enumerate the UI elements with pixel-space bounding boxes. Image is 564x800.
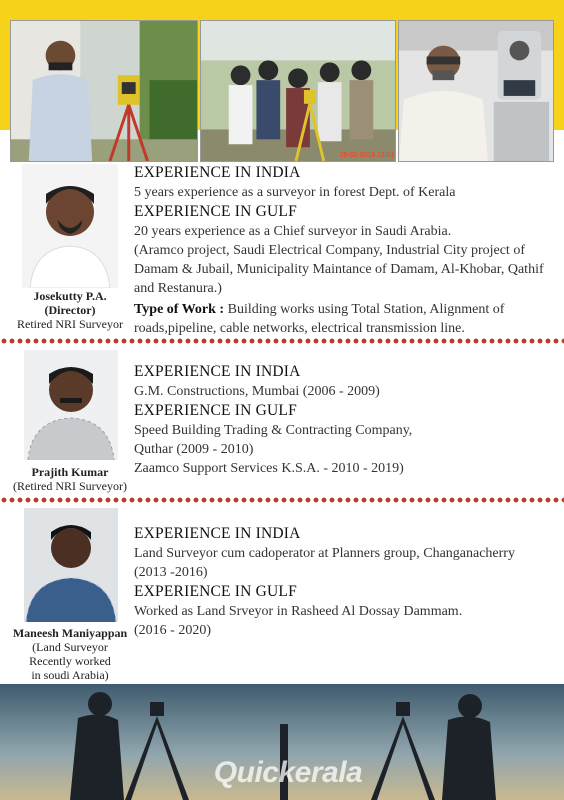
prajith-experience	[134, 362, 554, 478]
person-name: Prajith Kumar	[31, 465, 109, 479]
section-divider	[0, 337, 564, 345]
prajith-caption	[0, 465, 140, 493]
work-type-text: Building works using Total Station, Alignment of roads,pipeline, cable networks, electrical transmission line.	[134, 302, 505, 336]
india-heading: EXPERIENCE IN INDIA	[134, 363, 301, 380]
prajith-portrait	[24, 350, 118, 460]
quickerala-watermark: Quickerala	[213, 756, 363, 789]
maneesh-experience	[134, 524, 554, 640]
india-text: 5 years experience as a surveyor in forest Dept. of Kerala	[134, 185, 456, 200]
photo-timestamp: 28-02-2019 13:01	[339, 152, 395, 160]
india-heading: EXPERIENCE IN INDIA	[134, 525, 301, 542]
india-text: Land Surveyor cum cadoperator at Planners group, Changanacherry	[134, 546, 515, 561]
director-experience	[134, 163, 554, 338]
section-divider	[0, 496, 564, 504]
person-name: Josekutty P.A.	[33, 289, 107, 303]
gulf-text: Quthar (2009 - 2010)	[134, 442, 254, 457]
work-type	[134, 300, 554, 338]
india-text: (2013 -2016)	[134, 565, 208, 580]
gulf-text-projects: (Aramco project, Saudi Electrical Company, Industrial City project of Damam & Jubail, Municipality Maintance of Damam, Al-Khobar, Qathif and Restanura.)	[134, 243, 544, 296]
india-heading: EXPERIENCE IN INDIA	[134, 164, 301, 181]
gulf-heading: EXPERIENCE IN GULF	[134, 402, 297, 419]
gulf-text: (2016 - 2020)	[134, 623, 211, 638]
gulf-text: Worked as Land Srveyor in Rasheed Al Dossay Dammam.	[134, 604, 463, 619]
maneesh-caption	[0, 626, 140, 682]
person-note: in soudi Arabia)	[31, 668, 109, 682]
person-role: (Director)	[44, 303, 96, 317]
director-caption	[0, 289, 140, 331]
gulf-text: 20 years experience as a Chief surveyor in Saudi Arabia.	[134, 224, 452, 239]
person-note: Recently worked	[29, 654, 111, 668]
gulf-text: Zaamco Support Services K.S.A. - 2010 - 2019)	[134, 461, 404, 476]
gulf-heading: EXPERIENCE IN GULF	[134, 583, 297, 600]
surveyor-with-total-station-photo	[10, 20, 198, 162]
person-name: Maneesh Maniyappan	[12, 626, 128, 640]
work-type-label: Type of Work :	[134, 302, 225, 317]
director-portrait	[22, 164, 118, 288]
india-text: G.M. Constructions, Mumbai (2006 - 2009)	[134, 384, 380, 399]
maneesh-portrait	[24, 508, 118, 622]
person-note: Retired NRI Surveyor	[17, 317, 123, 331]
surveyor-portrait-with-instrument-photo	[398, 20, 554, 162]
person-note: (Retired NRI Surveyor)	[13, 479, 127, 493]
gulf-text: Speed Building Trading & Contracting Company,	[134, 423, 413, 438]
gulf-heading: EXPERIENCE IN GULF	[134, 203, 297, 220]
group-training-photo	[200, 20, 396, 162]
person-note: (Land Surveyor	[32, 640, 108, 654]
